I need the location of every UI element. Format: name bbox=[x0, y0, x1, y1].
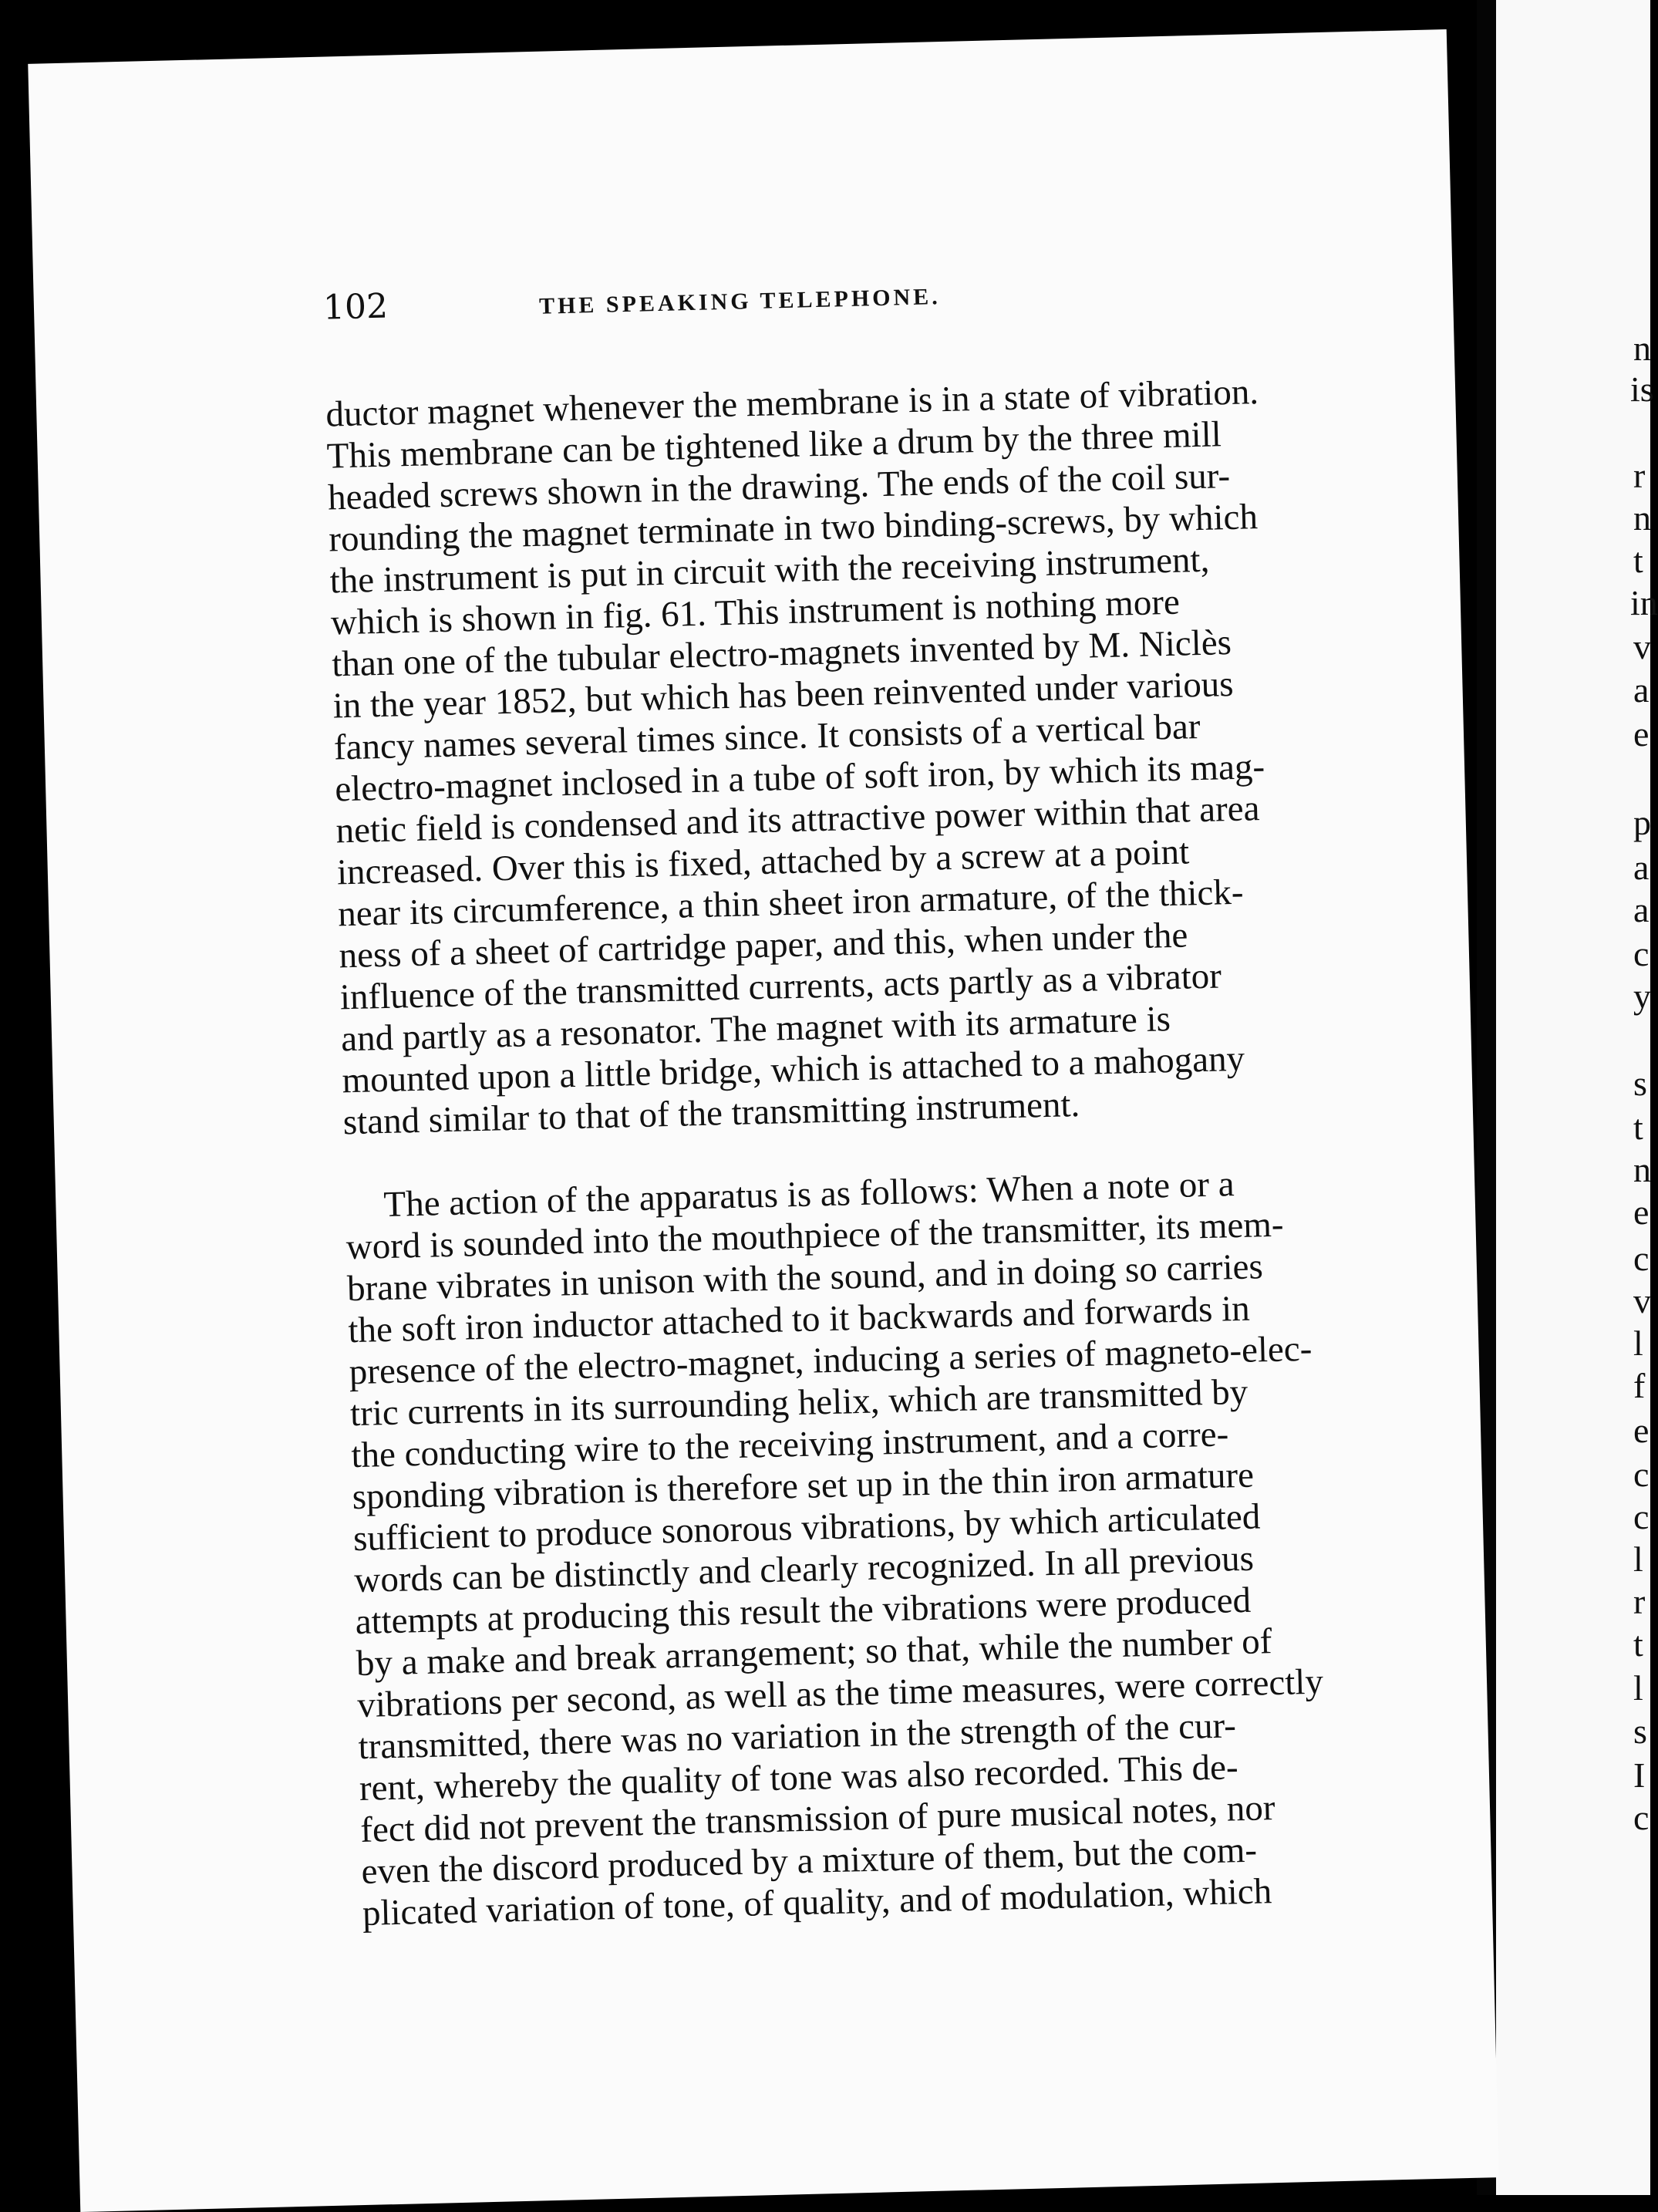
facing-page-letter: l bbox=[1633, 1539, 1643, 1579]
facing-page-letter: c bbox=[1633, 1497, 1650, 1536]
facing-page-letter: v bbox=[1633, 627, 1651, 666]
facing-page-letter: a bbox=[1633, 848, 1650, 887]
facing-page-letter: s bbox=[1633, 1711, 1647, 1751]
paragraph-1: ductor magnet whenever the membrane is in a state of vibration. This membrane can be tightened like a drum by the three mill headed screws shown in the drawing. The ends of the coil sur- rounding the magnet terminate in two binding-screws, by which the instrument is put in circuit with the receiving instrument, which is shown in fig. 61. This instrument is nothing more than one of the tubular electro-magnets invented by M. Niclès in the year 1852, but which has been reinvented under various fancy names several times since. It consists of a vertical bar electro-magnet inclosed in a tube of soft iron, by which its mag- netic field is condensed and its attractive power within that area increased. Over this is fixed, attached by a screw at a point near its circumference, a thin sheet iron armature, of the thick- ness of a sheet of cartridge paper, and this, when under the influence of the transmitted currents, acts partly as a vibrator and partly as a resonator. The magnet with its armature is mounted upon a little bridge, which is attached to a mahogany stand similar to that of the transmitting instrument. bbox=[325, 372, 1265, 1143]
facing-page-letter: c bbox=[1633, 1239, 1650, 1278]
facing-page-letter: s bbox=[1633, 1064, 1647, 1103]
facing-page-letter: r bbox=[1633, 456, 1646, 495]
facing-page-letter: e bbox=[1633, 1192, 1650, 1232]
facing-page-letter: in bbox=[1630, 583, 1658, 622]
facing-page-letter: I bbox=[1633, 1755, 1646, 1795]
facing-page-letter: a bbox=[1633, 670, 1650, 710]
page-content bbox=[322, 264, 1366, 1976]
facing-page-letter: t bbox=[1633, 1108, 1643, 1147]
facing-page-letter: l bbox=[1633, 1323, 1643, 1363]
page-header bbox=[322, 264, 1326, 328]
facing-page-letter: p bbox=[1633, 803, 1651, 842]
facing-page-letter: c bbox=[1633, 1798, 1650, 1837]
facing-page-letter: a bbox=[1633, 890, 1650, 929]
facing-page-letter: f bbox=[1633, 1366, 1646, 1405]
facing-page-letter: n bbox=[1633, 498, 1651, 538]
facing-page-letter: t bbox=[1633, 1624, 1643, 1664]
scanned-page bbox=[28, 29, 1499, 2212]
facing-page bbox=[1496, 0, 1650, 2195]
page-number: 102 bbox=[322, 286, 389, 328]
facing-page-letter: r bbox=[1633, 1582, 1646, 1621]
facing-page-letter: is bbox=[1630, 369, 1654, 409]
facing-page-letter: c bbox=[1633, 1455, 1650, 1494]
facing-page-letter: t bbox=[1633, 541, 1643, 580]
facing-page-letter: l bbox=[1633, 1668, 1643, 1708]
facing-page-letter: c bbox=[1633, 934, 1650, 973]
facing-page-letter: y bbox=[1633, 976, 1651, 1016]
facing-page-letter: n bbox=[1633, 329, 1651, 368]
facing-page-letter: v bbox=[1633, 1281, 1651, 1320]
facing-page-letter: n bbox=[1633, 1150, 1651, 1189]
facing-page-letter: e bbox=[1633, 1411, 1650, 1450]
paragraph-2: The action of the apparatus is as follows: When a note or a word is sounded into the mouthpiece of the transmitter, its mem- brane vibrates in unison with the sound, and in doing so carries the soft iron inductor attached to it backwards and forwards in presence of the electro-magnet, inducing a series of magneto-elec- tric currents in its surrounding helix, which are transmitted by the conducting wire to the receiving instrument, and a corre- sponding vibration is therefore set up in the thin iron armature sufficient to produce sonorous vibrations, by which articulated words can be distinctly and clearly recognized. In all previous attempts at producing this result the vibrations were produced by a make and break arrangement; so that, while the number of vibrations per second, as well as the time measures, were correctly transmitted, there was no variation in the strength of the cur- rent, whereby the quality of tone was also recorded. This de- fect did not prevent the transmission of pure musical notes, nor even the discord produced by a mixture of them, but the com- plicated variation of tone, of quality, and of modulation, which bbox=[345, 1164, 1324, 1934]
body-text bbox=[324, 328, 1366, 1976]
facing-page-letter: e bbox=[1633, 714, 1650, 754]
running-head: THE SPEAKING TELEPHONE. bbox=[538, 284, 942, 319]
